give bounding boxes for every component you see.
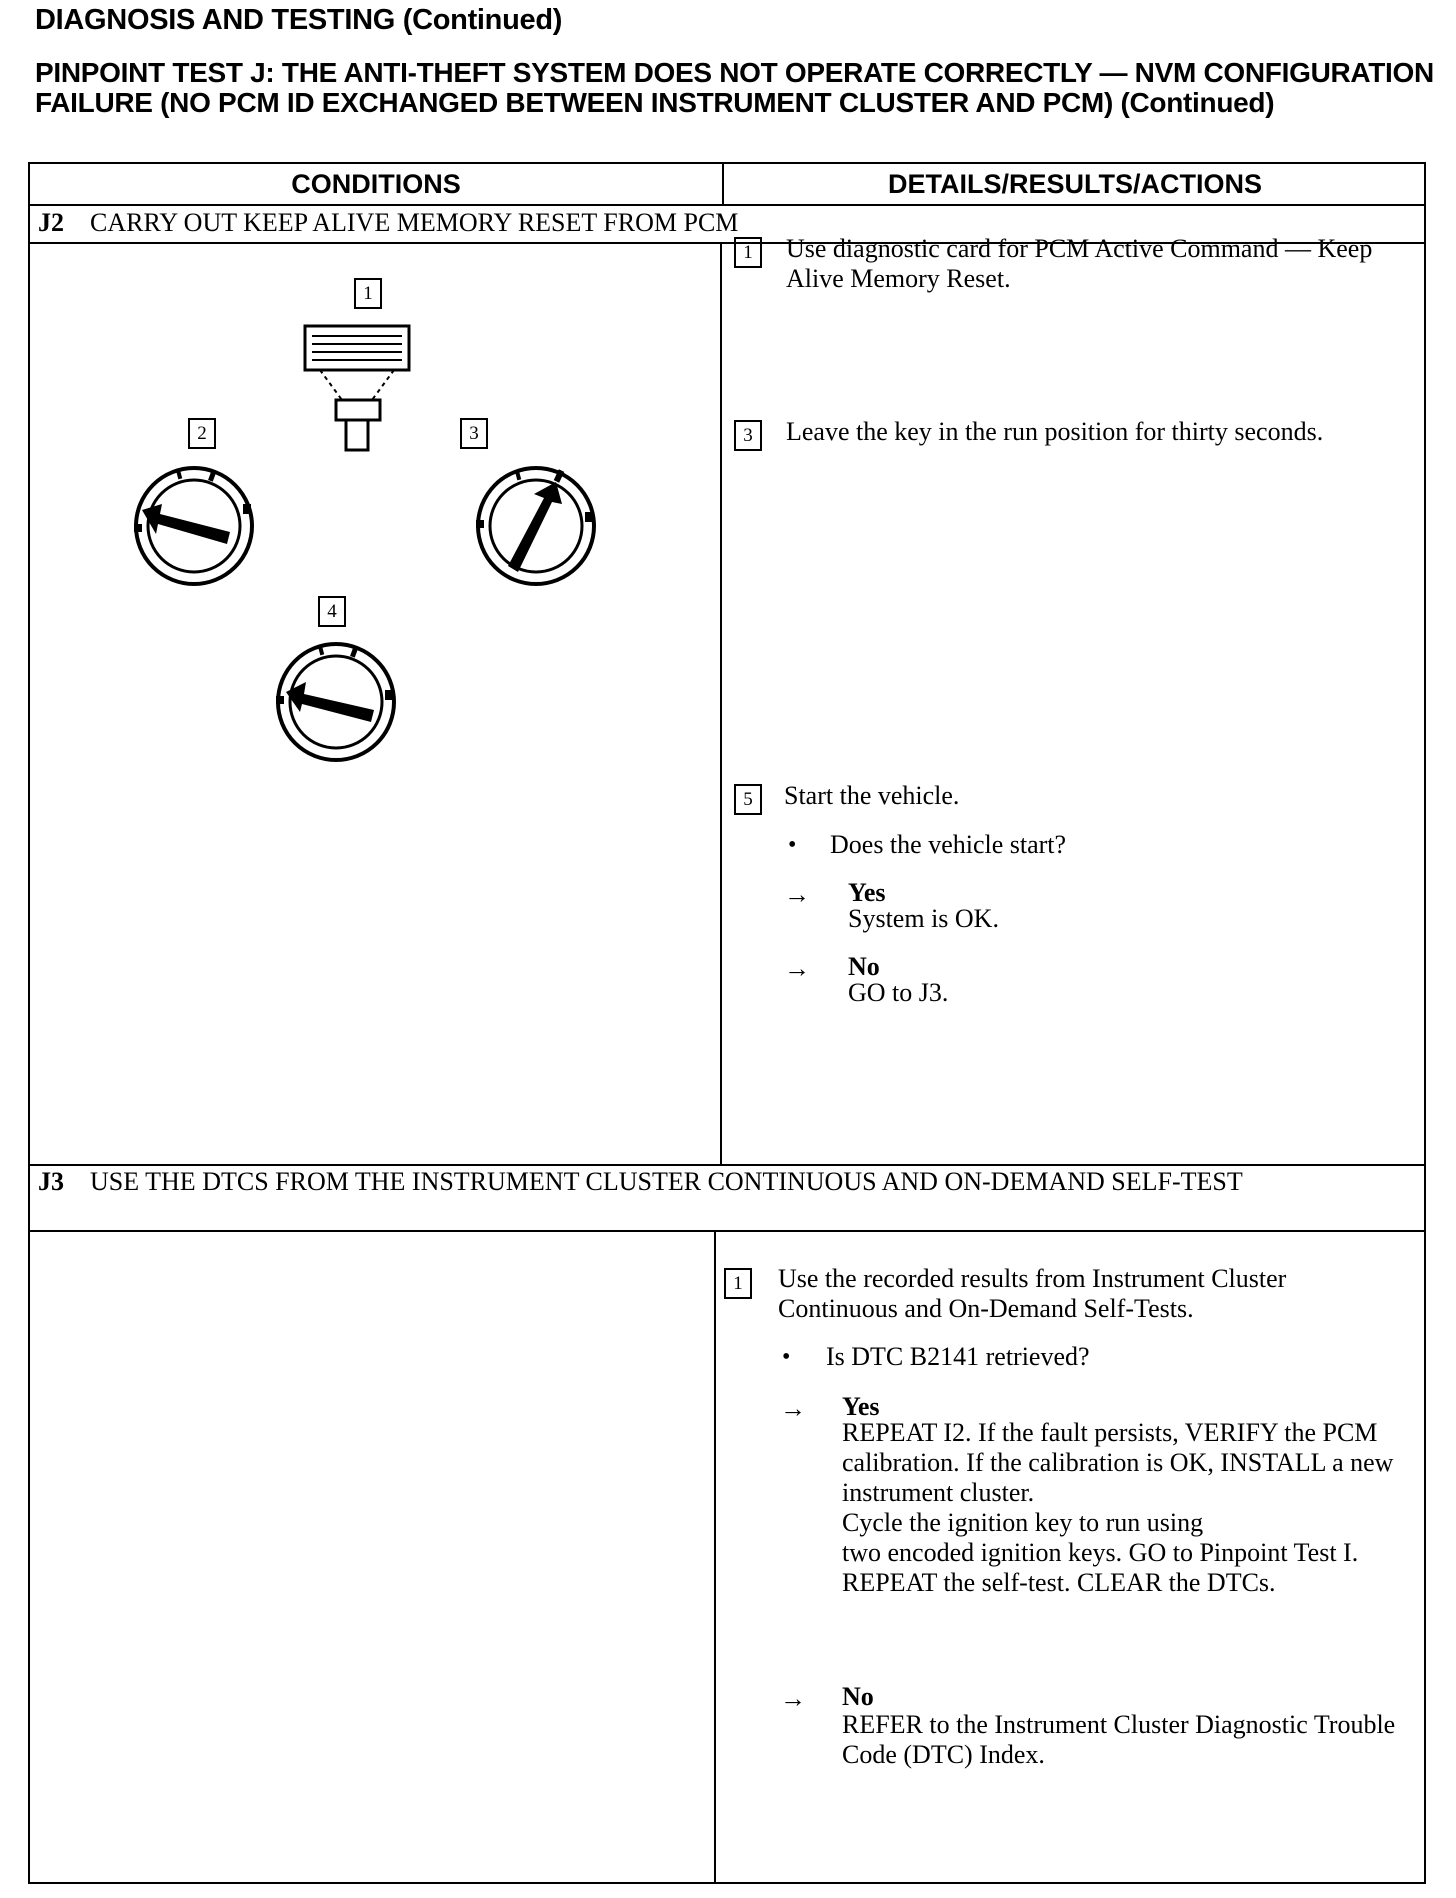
step-j2-yes-label: Yes xyxy=(848,878,886,907)
divider xyxy=(30,1164,1424,1166)
yes-arrow-icon: → xyxy=(784,880,810,909)
step-j2-yes-text: System is OK. xyxy=(848,904,999,933)
step-j3-question: Is DTC B2141 retrieved? xyxy=(826,1342,1090,1371)
figure-label-3: 3 xyxy=(460,418,488,449)
divider xyxy=(30,204,1424,206)
details-column-header: DETAILS/RESULTS/ACTIONS xyxy=(887,169,1262,199)
step-j3-yes-text-2: Cycle the ignition key to run using xyxy=(842,1508,1204,1537)
step-j2-1-text: Use diagnostic card for PCM Active Command — Keep Alive Memory Reset. xyxy=(786,234,1373,293)
step-j2-3-text: Leave the key in the run position for thirty seconds. xyxy=(786,417,1324,446)
figure-label-2: 2 xyxy=(188,418,216,449)
ignition-key-run-icon xyxy=(474,464,604,594)
step-j2-1-number: 1 xyxy=(734,237,762,268)
step-j3-1-number: 1 xyxy=(724,1268,752,1299)
step-j2-title: CARRY OUT KEEP ALIVE MEMORY RESET FROM PCM xyxy=(90,208,739,237)
figure-label-1: 1 xyxy=(354,278,382,309)
step-j2-no-text: GO to J3. xyxy=(848,978,949,1007)
figure-label-4: 4 xyxy=(318,596,346,627)
step-j3-title: USE THE DTCS FROM THE INSTRUMENT CLUSTER CONTINUOUS AND ON-DEMAND SELF-TEST xyxy=(90,1167,1243,1196)
no-arrow-icon: → xyxy=(784,954,810,983)
yes-arrow-icon: → xyxy=(780,1394,806,1423)
step-j3-1-text: Use the recorded results from Instrument Cluster Continuous and On-Demand Self-Tests. xyxy=(778,1264,1287,1323)
step-j2-id: J2 xyxy=(38,208,64,237)
step-j3-yes-text-3: two encoded ignition keys. GO to Pinpoint Test I. REPEAT the self-test. CLEAR the DTCs. xyxy=(842,1538,1359,1597)
divider xyxy=(30,1230,1424,1232)
ignition-key-off-again-icon xyxy=(274,640,404,770)
step-j3-yes-label: Yes xyxy=(842,1392,880,1421)
pinpoint-test-table xyxy=(28,162,1426,1884)
bullet: • xyxy=(782,1344,791,1370)
bullet: • xyxy=(788,832,797,858)
step-j3-header xyxy=(38,1168,1338,1196)
ignition-key-off-icon xyxy=(132,464,262,594)
step-j3-no-text: REFER to the Instrument Cluster Diagnostic Trouble Code (DTC) Index. xyxy=(842,1710,1396,1769)
divider xyxy=(722,164,724,204)
step-j3-id: J3 xyxy=(38,1167,64,1196)
step-j3-yes-text-1: REPEAT I2. If the fault persists, VERIFY the PCM calibration. If the calibration is OK, INSTALL a new instrument cluster. xyxy=(842,1418,1394,1507)
step-j2-3-number: 3 xyxy=(734,420,762,451)
step-j2-header xyxy=(38,209,738,237)
pinpoint-test-title: PINPOINT TEST J: THE ANTI-THEFT SYSTEM DOES NOT OPERATE CORRECTLY — NVM CONFIGURATION FAILURE (NO PCM ID EXCHANGED BETWEEN INSTRUMENT CLUSTER AND PCM) (Continued) xyxy=(35,57,1434,118)
scan-tool-icon xyxy=(300,304,440,474)
divider xyxy=(720,242,722,1164)
page-title: DIAGNOSIS AND TESTING (Continued) xyxy=(35,4,563,36)
step-j2-5-text: Start the vehicle. xyxy=(784,781,960,810)
step-j2-5-number: 5 xyxy=(734,784,762,815)
conditions-column-header: CONDITIONS xyxy=(291,169,461,199)
step-j3-no-label: No xyxy=(842,1682,874,1711)
divider xyxy=(714,1230,716,1884)
no-arrow-icon: → xyxy=(780,1684,806,1713)
step-j2-question: Does the vehicle start? xyxy=(830,830,1067,859)
step-j2-no-label: No xyxy=(848,952,880,981)
